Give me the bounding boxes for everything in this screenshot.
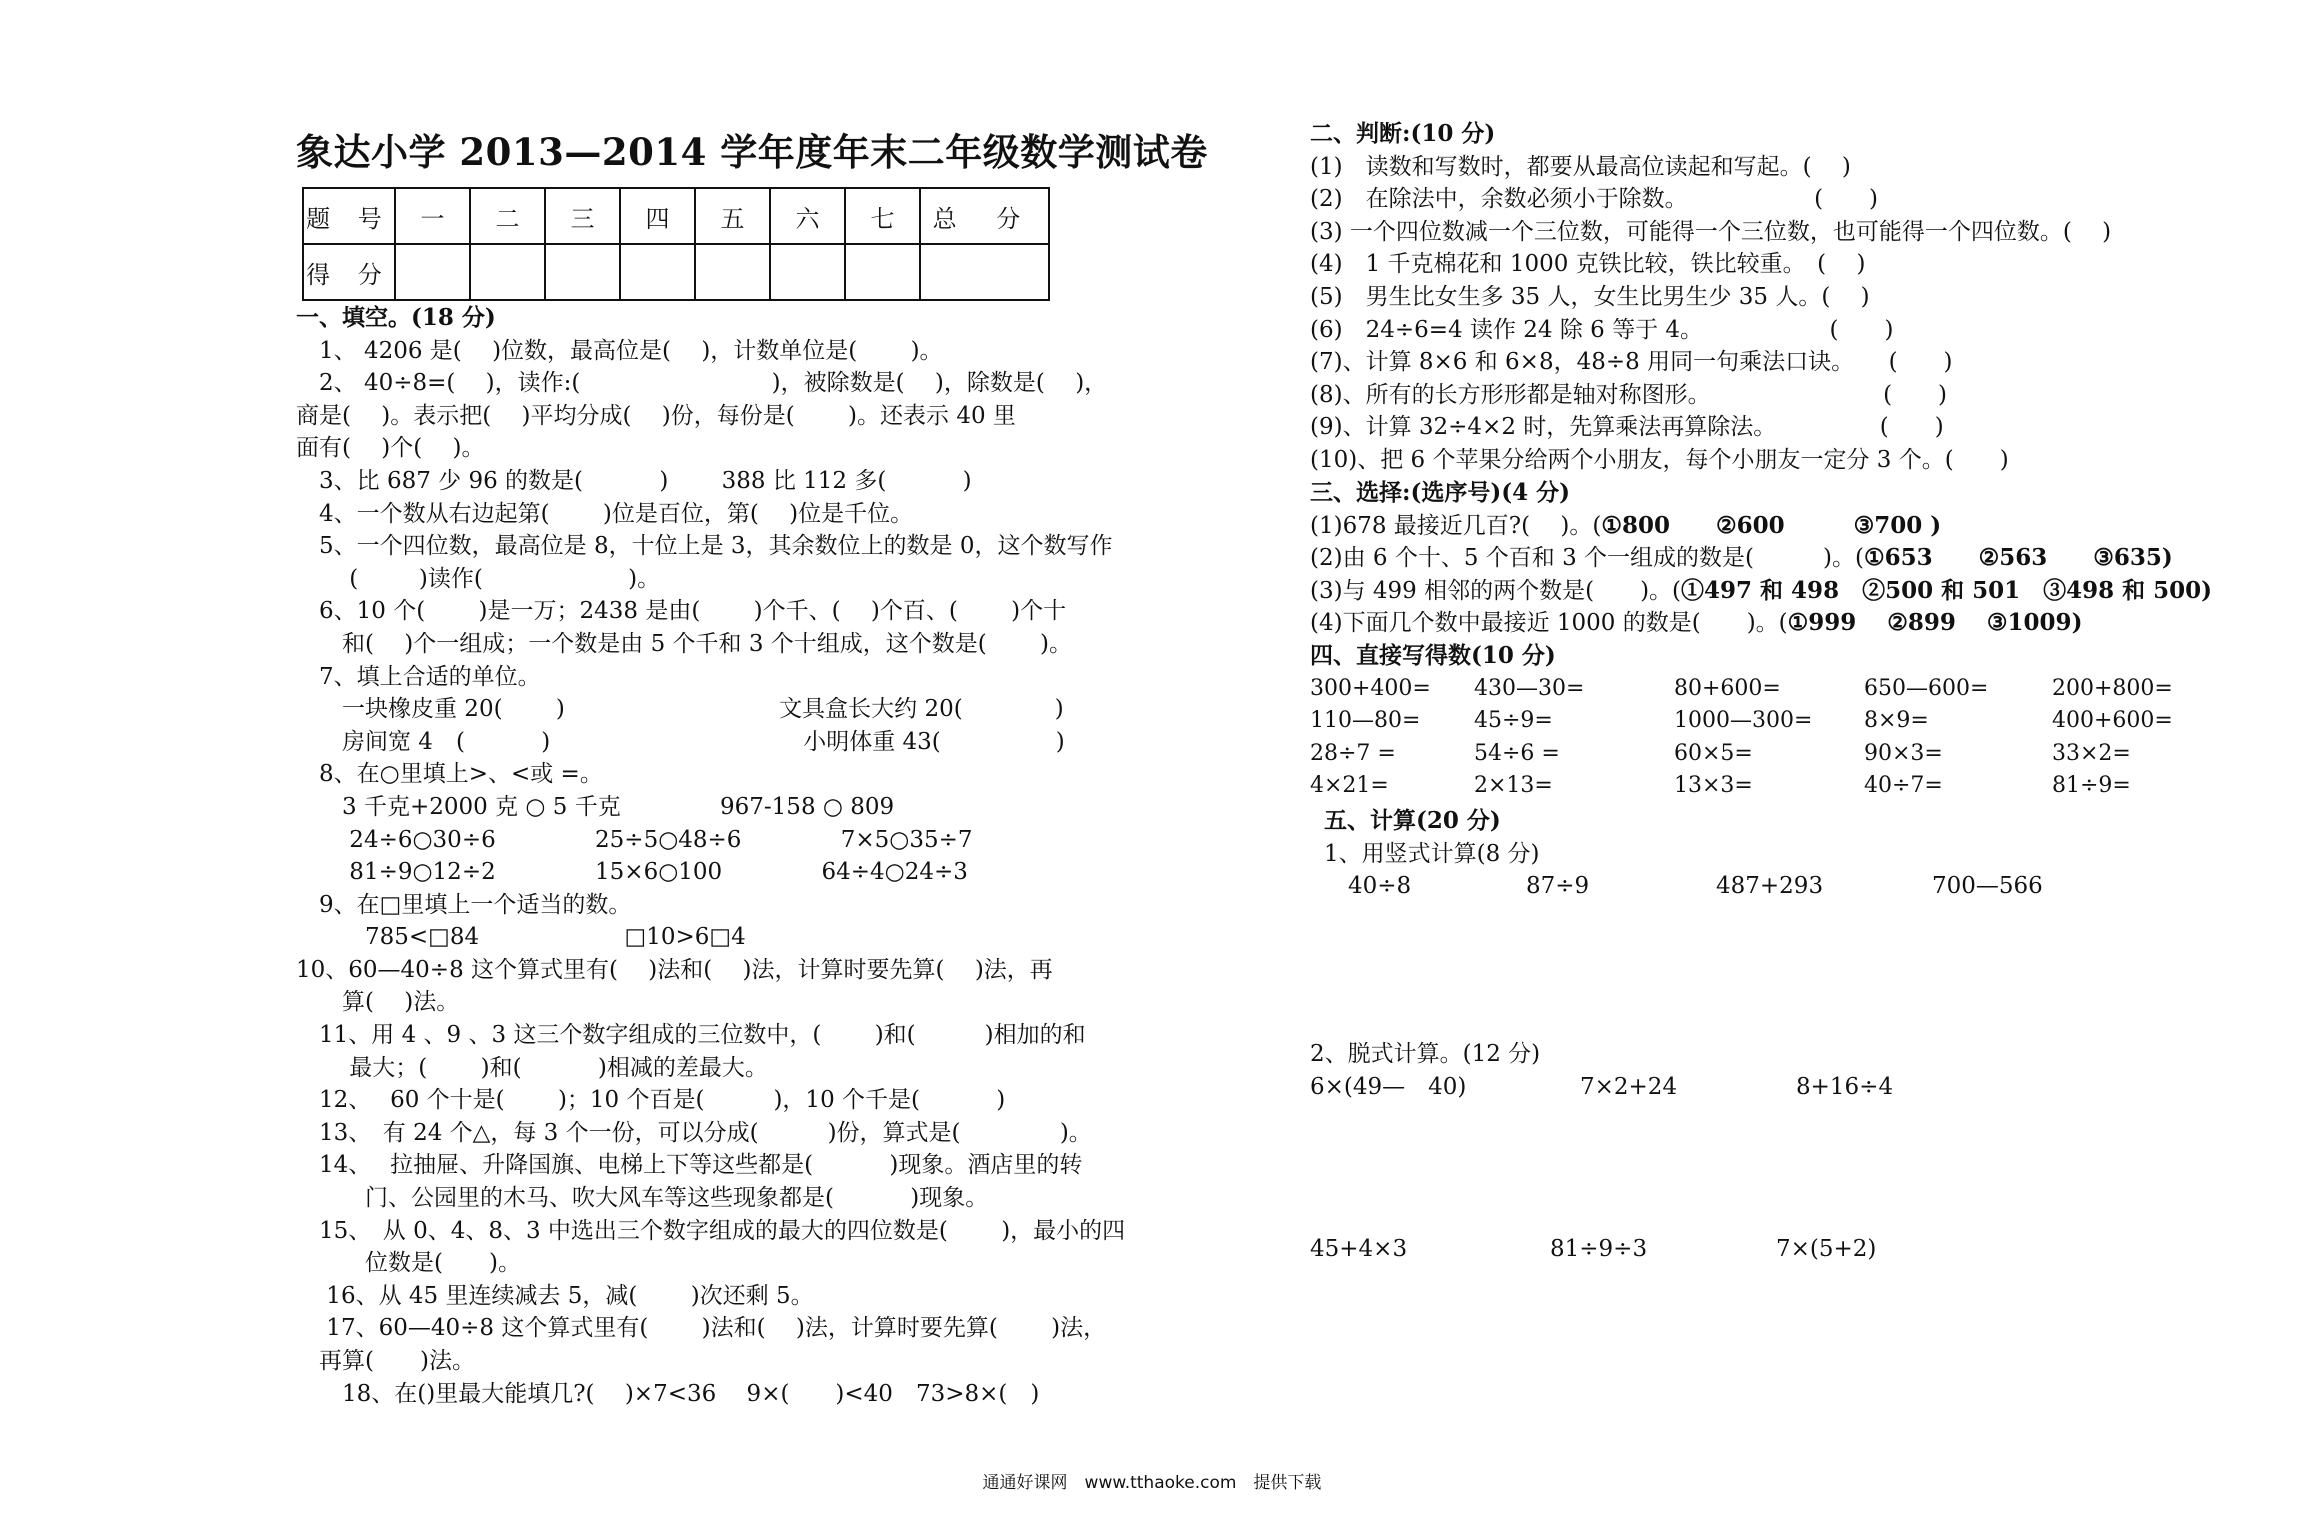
mental-math-item: 33×2= bbox=[2052, 740, 2131, 766]
mental-math-item: 13×3= bbox=[1674, 773, 1753, 799]
fill-in-line: 4、一个数从右边起第( )位是百位，第( )位是千位。 bbox=[296, 500, 914, 527]
choice-options: ①999 ②899 ③1009) bbox=[1787, 609, 2083, 637]
mental-math-item: 400+600= bbox=[2052, 708, 2173, 734]
fill-in-line: 17、60—40÷8 这个算式里有( )法和( )法，计算时要先算( )法， bbox=[296, 1315, 1107, 1342]
step-calc-item: 6×(49— 40) bbox=[1310, 1073, 1467, 1100]
choice-question: (2)由 6 个十、5 个百和 3 个一组成的数是( )。( bbox=[1310, 545, 1864, 572]
judge-item: (6) 24÷6=4 读作 24 除 6 等于 4。 ( ) bbox=[1310, 316, 1894, 343]
step-calc-row bbox=[1310, 1071, 2270, 1103]
choice-options: ①800 ②600 ③700 ) bbox=[1601, 511, 1942, 539]
score-table-score-row bbox=[303, 244, 1049, 300]
fill-in-line: 房间宽 4 ( ) 小明体重 43( ) bbox=[296, 728, 1065, 755]
fill-in-line: 18、在()里最大能填几?( )×7<36 9×( )<40 73>8×( ) bbox=[296, 1380, 1040, 1407]
mental-math-item: 110—80= bbox=[1310, 708, 1421, 734]
step-calc-item: 7×(5+2) bbox=[1776, 1235, 1877, 1262]
score-table-col: 一 bbox=[395, 188, 470, 244]
choice-question: (4)下面几个数中最接近 1000 的数是( )。( bbox=[1310, 610, 1788, 637]
section-heading: 二、判断:(10 分) bbox=[1310, 120, 1496, 147]
fill-in-line: 6、10 个( )是一万；2438 是由( )个千、( )个百、( )个十 bbox=[296, 598, 1067, 625]
section-heading: 四、直接写得数(10 分) bbox=[1310, 642, 1556, 669]
mental-math-item: 300+400= bbox=[1310, 675, 1431, 701]
choice-options: ①653 ②563 ③635) bbox=[1863, 544, 2173, 572]
fill-in-line: 81÷9○12÷2 15×6○100 64÷4○24÷3 bbox=[296, 859, 968, 886]
fill-in-line: 3 千克+2000 克 ○ 5 千克 967-158 ○ 809 bbox=[296, 793, 895, 820]
step-calc-item: 7×2+24 bbox=[1580, 1073, 1678, 1100]
fill-in-line: 14、 拉抽屉、升降国旗、电梯上下等这些都是( )现象。酒店里的转 bbox=[296, 1152, 1083, 1179]
mental-math-item: 8×9= bbox=[1864, 708, 1929, 734]
fill-in-line: 商是( )。表示把( )平均分成( )份，每份是( )。还表示 40 里 bbox=[296, 402, 1016, 429]
choice-item bbox=[1310, 607, 2270, 640]
mental-math-item: 45÷9= bbox=[1474, 708, 1553, 734]
vertical-calc-item: 87÷9 bbox=[1526, 873, 1590, 900]
section-judge-lines bbox=[1310, 151, 2270, 477]
mental-math-item: 4×21= bbox=[1310, 773, 1389, 799]
section-heading: 一、填空。(18 分) bbox=[296, 304, 496, 331]
mental-math-item: 40÷7= bbox=[1864, 773, 1943, 799]
mental-math-item: 90×3= bbox=[1864, 740, 1943, 766]
mental-math-item: 28÷7 = bbox=[1310, 740, 1396, 766]
score-table-score-label: 得 分 bbox=[303, 244, 395, 300]
score-table-header-label: 题 号 bbox=[303, 188, 395, 244]
score-cell bbox=[620, 244, 695, 300]
choice-item bbox=[1310, 510, 2270, 543]
fill-in-line: 再算( )法。 bbox=[296, 1348, 475, 1374]
calc-sub2-heading: 2、脱式计算。(12 分) bbox=[1310, 1041, 1541, 1067]
mental-math-item: 430—30= bbox=[1474, 675, 1585, 701]
score-table-total-label: 总 分 bbox=[920, 188, 1049, 244]
mental-math-item: 54÷6 = bbox=[1474, 740, 1560, 766]
fill-in-line: 5、一个四位数，最高位是 8，十位上是 3，其余数位上的数是 0，这个数写作 bbox=[296, 533, 1113, 560]
fill-in-line: 1、 4206 是( )位数，最高位是( )，计数单位是( )。 bbox=[296, 337, 943, 364]
section-judge bbox=[1310, 118, 2270, 477]
fill-in-line: 10、60—40÷8 这个算式里有( )法和( )法，计算时要先算( )法，再 bbox=[296, 956, 1053, 983]
fill-in-line: 2、 40÷8=( )，读作:( )，被除数是( )，除数是( )， bbox=[296, 370, 1108, 397]
mental-math-item: 650—600= bbox=[1864, 675, 1989, 701]
page-title: 象达小学 2013—2014 学年度年末二年级数学测试卷 bbox=[296, 130, 1208, 174]
fill-in-line: 16、从 45 里连续减去 5，减( )次还剩 5。 bbox=[296, 1282, 814, 1309]
score-table-col: 六 bbox=[770, 188, 845, 244]
choice-item bbox=[1310, 575, 2270, 608]
fill-in-line: 7、填上合适的单位。 bbox=[296, 663, 541, 690]
judge-item: (1) 读数和写数时，都要从最高位读起和写起。( ) bbox=[1310, 153, 1851, 180]
step-calc-row bbox=[1310, 1233, 2270, 1265]
fill-in-line: 算( )法。 bbox=[296, 989, 460, 1016]
fill-in-line: 12、 60 个十是( )；10 个百是( )，10 个千是( ) bbox=[296, 1087, 1006, 1114]
vertical-calc-item: 700—566 bbox=[1932, 873, 2043, 900]
fill-in-line: 11、用 4 、9 、3 这三个数字组成的三位数中，( )和( )相加的和 bbox=[296, 1022, 1086, 1049]
fill-in-line: 一块橡皮重 20( ) 文具盒长大约 20( ) bbox=[296, 696, 1064, 723]
choice-question: (3)与 499 相邻的两个数是( )。( bbox=[1310, 577, 1682, 604]
mental-math-grid bbox=[1310, 673, 2270, 803]
score-table bbox=[302, 187, 1050, 301]
judge-item: (2) 在除法中，余数必须小于除数。 ( ) bbox=[1310, 186, 1879, 213]
choice-question: (1)678 最接近几百?( )。( bbox=[1310, 512, 1602, 539]
calc-sub1-heading: 1、用竖式计算(8 分) bbox=[1324, 840, 1540, 867]
fill-in-line: 15、 从 0、4、8、3 中选出三个数字组成的最大的四位数是( )，最小的四 bbox=[296, 1217, 1126, 1244]
mental-math-item: 200+800= bbox=[2052, 675, 2173, 701]
vertical-calc-item: 487+293 bbox=[1716, 873, 1824, 900]
fill-in-line: ( )读作( )。 bbox=[296, 565, 661, 592]
fill-in-line: 最大；( )和( )相减的差最大。 bbox=[296, 1054, 768, 1081]
section-calc-steps bbox=[1310, 1038, 2270, 1265]
judge-item: (10)、把 6 个苹果分给两个小朋友，每个小朋友一定分 3 个。( ) bbox=[1310, 446, 2009, 473]
mental-math-item: 80+600= bbox=[1674, 675, 1781, 701]
score-cell bbox=[470, 244, 545, 300]
section-fill-in bbox=[296, 302, 1196, 1410]
fill-in-line: 门、公园里的木马、吹大风车等这些现象都是( )现象。 bbox=[296, 1185, 989, 1212]
score-table-col: 三 bbox=[545, 188, 620, 244]
section-heading: 三、选择:(选序号)(4 分) bbox=[1310, 479, 1571, 506]
score-table-header-row bbox=[303, 188, 1049, 244]
fill-in-line: 和( )个一组成；一个数是由 5 个千和 3 个十组成，这个数是( )。 bbox=[296, 630, 1073, 657]
section-calc bbox=[1310, 805, 2270, 902]
fill-in-line: 9、在□里填上一个适当的数。 bbox=[296, 891, 632, 918]
choice-options: ①497 和 498 ②500 和 501 ③498 和 500) bbox=[1681, 576, 2213, 604]
fill-in-line: 785<□84 □10>6□4 bbox=[296, 924, 746, 951]
section-heading: 五、计算(20 分) bbox=[1324, 807, 1501, 834]
judge-item: (9)、计算 32÷4×2 时，先算乘法再算除法。 ( ) bbox=[1310, 414, 1944, 441]
judge-item: (8)、所有的长方形形都是轴对称图形。 ( ) bbox=[1310, 381, 1948, 408]
fill-in-line: 8、在○里填上>、<或 =。 bbox=[296, 761, 603, 788]
step-calc-item: 81÷9÷3 bbox=[1550, 1235, 1648, 1262]
mental-math-item: 1000—300= bbox=[1674, 708, 1813, 734]
score-cell bbox=[770, 244, 845, 300]
section-fill-in-lines bbox=[296, 335, 1196, 1411]
fill-in-line: 3、比 687 少 96 的数是( ) 388 比 112 多( ) bbox=[296, 467, 972, 494]
section-mental-math bbox=[1310, 640, 2270, 803]
fill-in-line: 13、 有 24 个△，每 3 个一份，可以分成( )份，算式是( )。 bbox=[296, 1119, 1092, 1146]
mental-math-item: 60×5= bbox=[1674, 740, 1753, 766]
section-choice bbox=[1310, 477, 2270, 640]
fill-in-line: 24÷6○30÷6 25÷5○48÷6 7×5○35÷7 bbox=[296, 826, 973, 853]
step-calc-item: 8+16÷4 bbox=[1796, 1073, 1894, 1100]
score-table-col: 七 bbox=[845, 188, 920, 244]
judge-item: (7)、计算 8×6 和 6×8，48÷8 用同一句乘法口诀。 ( ) bbox=[1310, 349, 1953, 376]
score-cell bbox=[845, 244, 920, 300]
step-calc-item: 45+4×3 bbox=[1310, 1235, 1408, 1262]
score-table-col: 二 bbox=[470, 188, 545, 244]
score-cell bbox=[545, 244, 620, 300]
judge-item: (5) 男生比女生多 35 人，女生比男生少 35 人。( ) bbox=[1310, 283, 1870, 310]
fill-in-line: 面有( )个( )。 bbox=[296, 435, 485, 462]
score-cell bbox=[395, 244, 470, 300]
vertical-calc-item: 40÷8 bbox=[1348, 873, 1412, 900]
fill-in-line: 位数是( )。 bbox=[296, 1250, 521, 1277]
mental-math-item: 2×13= bbox=[1474, 773, 1553, 799]
choice-item bbox=[1310, 542, 2270, 575]
mental-math-item: 81÷9= bbox=[2052, 773, 2131, 799]
judge-item: (4) 1 千克棉花和 1000 克铁比较，铁比较重。 ( ) bbox=[1310, 251, 1866, 278]
score-table-col: 五 bbox=[695, 188, 770, 244]
score-cell-total bbox=[920, 244, 1049, 300]
score-cell bbox=[695, 244, 770, 300]
vertical-calc-row bbox=[1310, 870, 2270, 902]
footer-credit: 通通好课网 www.tthaoke.com 提供下载 bbox=[982, 1473, 1322, 1493]
score-table-col: 四 bbox=[620, 188, 695, 244]
judge-item: (3) 一个四位数减一个三位数，可能得一个三位数，也可能得一个四位数。( ) bbox=[1310, 218, 2112, 245]
